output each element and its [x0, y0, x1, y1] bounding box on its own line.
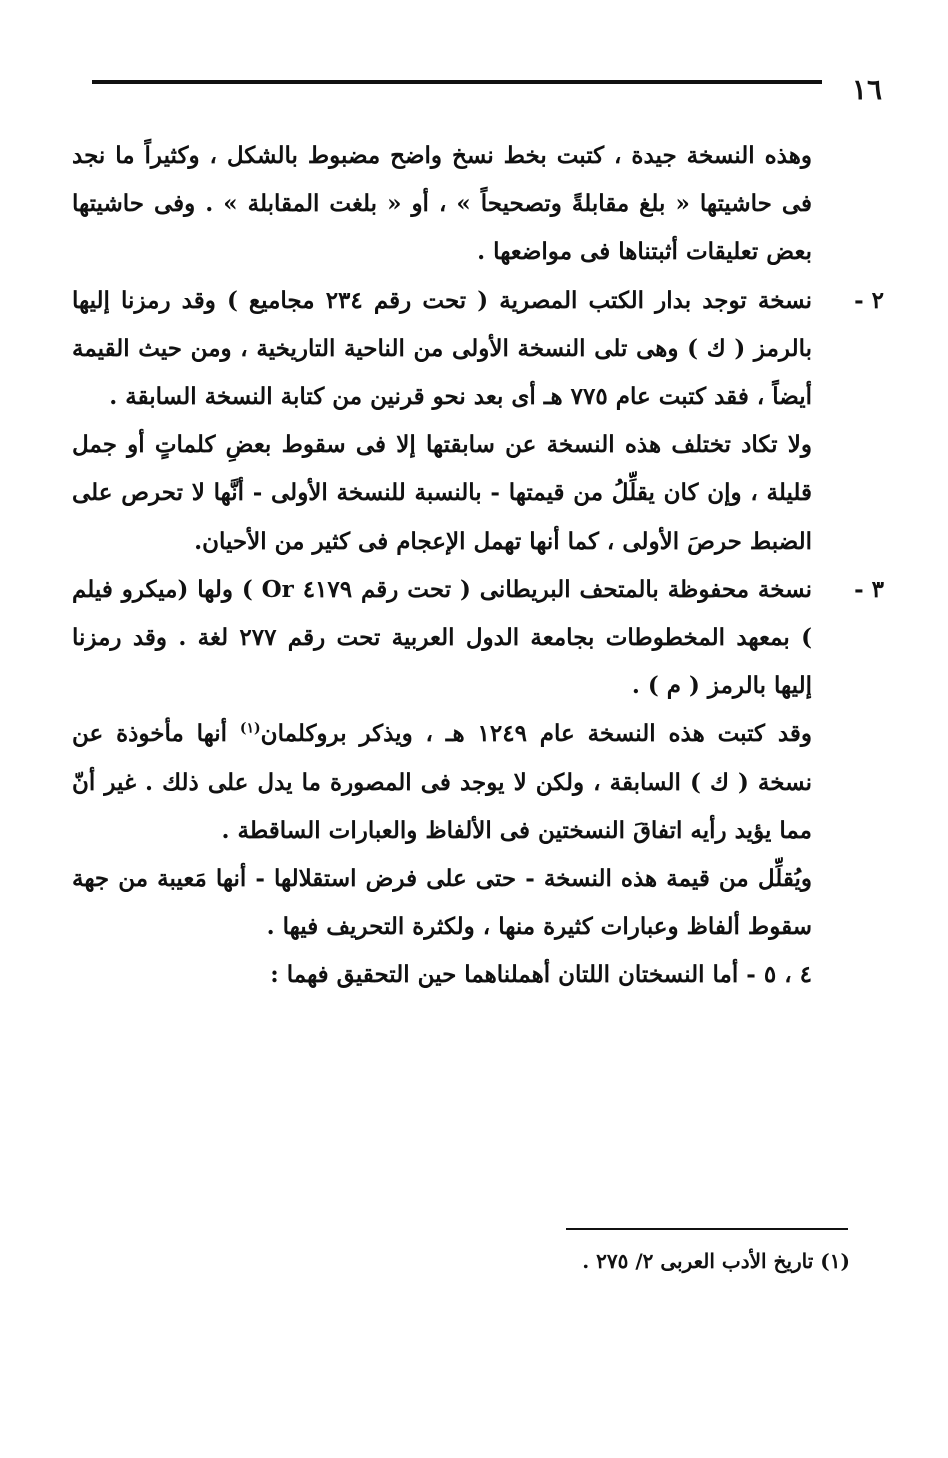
list-item-text: نسخة توجد بدار الكتب المصرية ( تحت رقم ٢٣٤ مجاميع ) وقد رمزنا إليها بالرمز ( ك ) وهى تلى النسخة الأولى من الناحية التاريخية ، ومن حيث القيمة أيضاً ، فقد كتبت عام ٧٧٥ هـ أى بعد نحو قرنين من كتابة النسخة السابقة . — [72, 286, 812, 411]
list-item-text: نسخة محفوظة بالمتحف البريطانى ( تحت رقم ٤١٧٩ Or ) ولها (ميكرو فيلم ) بمعهد المخطوطات بجامعة الدول العربية تحت رقم ٢٧٧ لغة . وقد رمزنا إليها بالرمز ( م ) . — [72, 575, 813, 700]
page-header — [92, 72, 882, 112]
paragraph-5 — [72, 710, 812, 855]
list-item-number: ٢ - — [854, 286, 884, 314]
footnote-rule — [566, 1228, 848, 1230]
paragraph-3: ولا تكاد تختلف هذه النسخة عن سابقتها إلا فى سقوط بعضِ كلماتٍ أو جمل قليلة ، وإن كان يقلِّلُ من قيمتها - بالنسبة للنسخة الأولى - أنَّها لا تحرص على الضبط حرصَ الأولى ، كما أنها تهمل الإعجام فى كثير من الأحيان. — [72, 431, 812, 555]
header-rule — [92, 80, 822, 84]
page-number: ١٦ — [851, 73, 882, 106]
paragraph-5-start: وقد كتبت هذه النسخة عام ١٢٤٩ هـ ، ويذكر بروكلمان — [260, 720, 813, 748]
paragraph-6: ويُقلِّل من قيمة هذه النسخة - حتى على فرض استقلالها - أنها مَعيبة من جهة سقوط ألفاظ وعبارات كثيرة منها ، ولكثرة التحريف فيها . — [72, 865, 812, 941]
list-item-3 — [72, 566, 884, 711]
footnote-ref[interactable]: (١) — [239, 720, 261, 737]
list-item-number: ٤ ، ٥ - — [746, 961, 812, 989]
paragraph-5-end: أنها مأخوذة عن نسخة ( ك ) السابقة ، ولكن لا يوجد فى المصورة ما يدل على ذلك . غير أنّ مما يؤيد رأيه اتفاقَ النسختين فى الألفاظ والعبارات الساقطة . — [72, 720, 812, 844]
body-text — [72, 132, 884, 1000]
list-item-text: أما النسختان اللتان أهملناهما حين التحقيق فهما : — [270, 961, 739, 989]
list-item-2 — [72, 277, 884, 422]
paragraph-1: وهذه النسخة جيدة ، كتبت بخط نسخ واضح مضبوط بالشكل ، وكثيراً ما نجد فى حاشيتها « بلغ مقابلةً وتصحيحاً » ، أو « بلغت المقابلة » . وفى حاشيتها بعض تعليقات أثبتناها فى مواضعها . — [72, 142, 812, 266]
list-item-number: ٣ - — [854, 575, 884, 603]
footnote-1: (١) تاريخ الأدب العربى ٢/ ٢٧٥ . — [582, 1249, 850, 1273]
list-item-4-5 — [72, 951, 812, 999]
